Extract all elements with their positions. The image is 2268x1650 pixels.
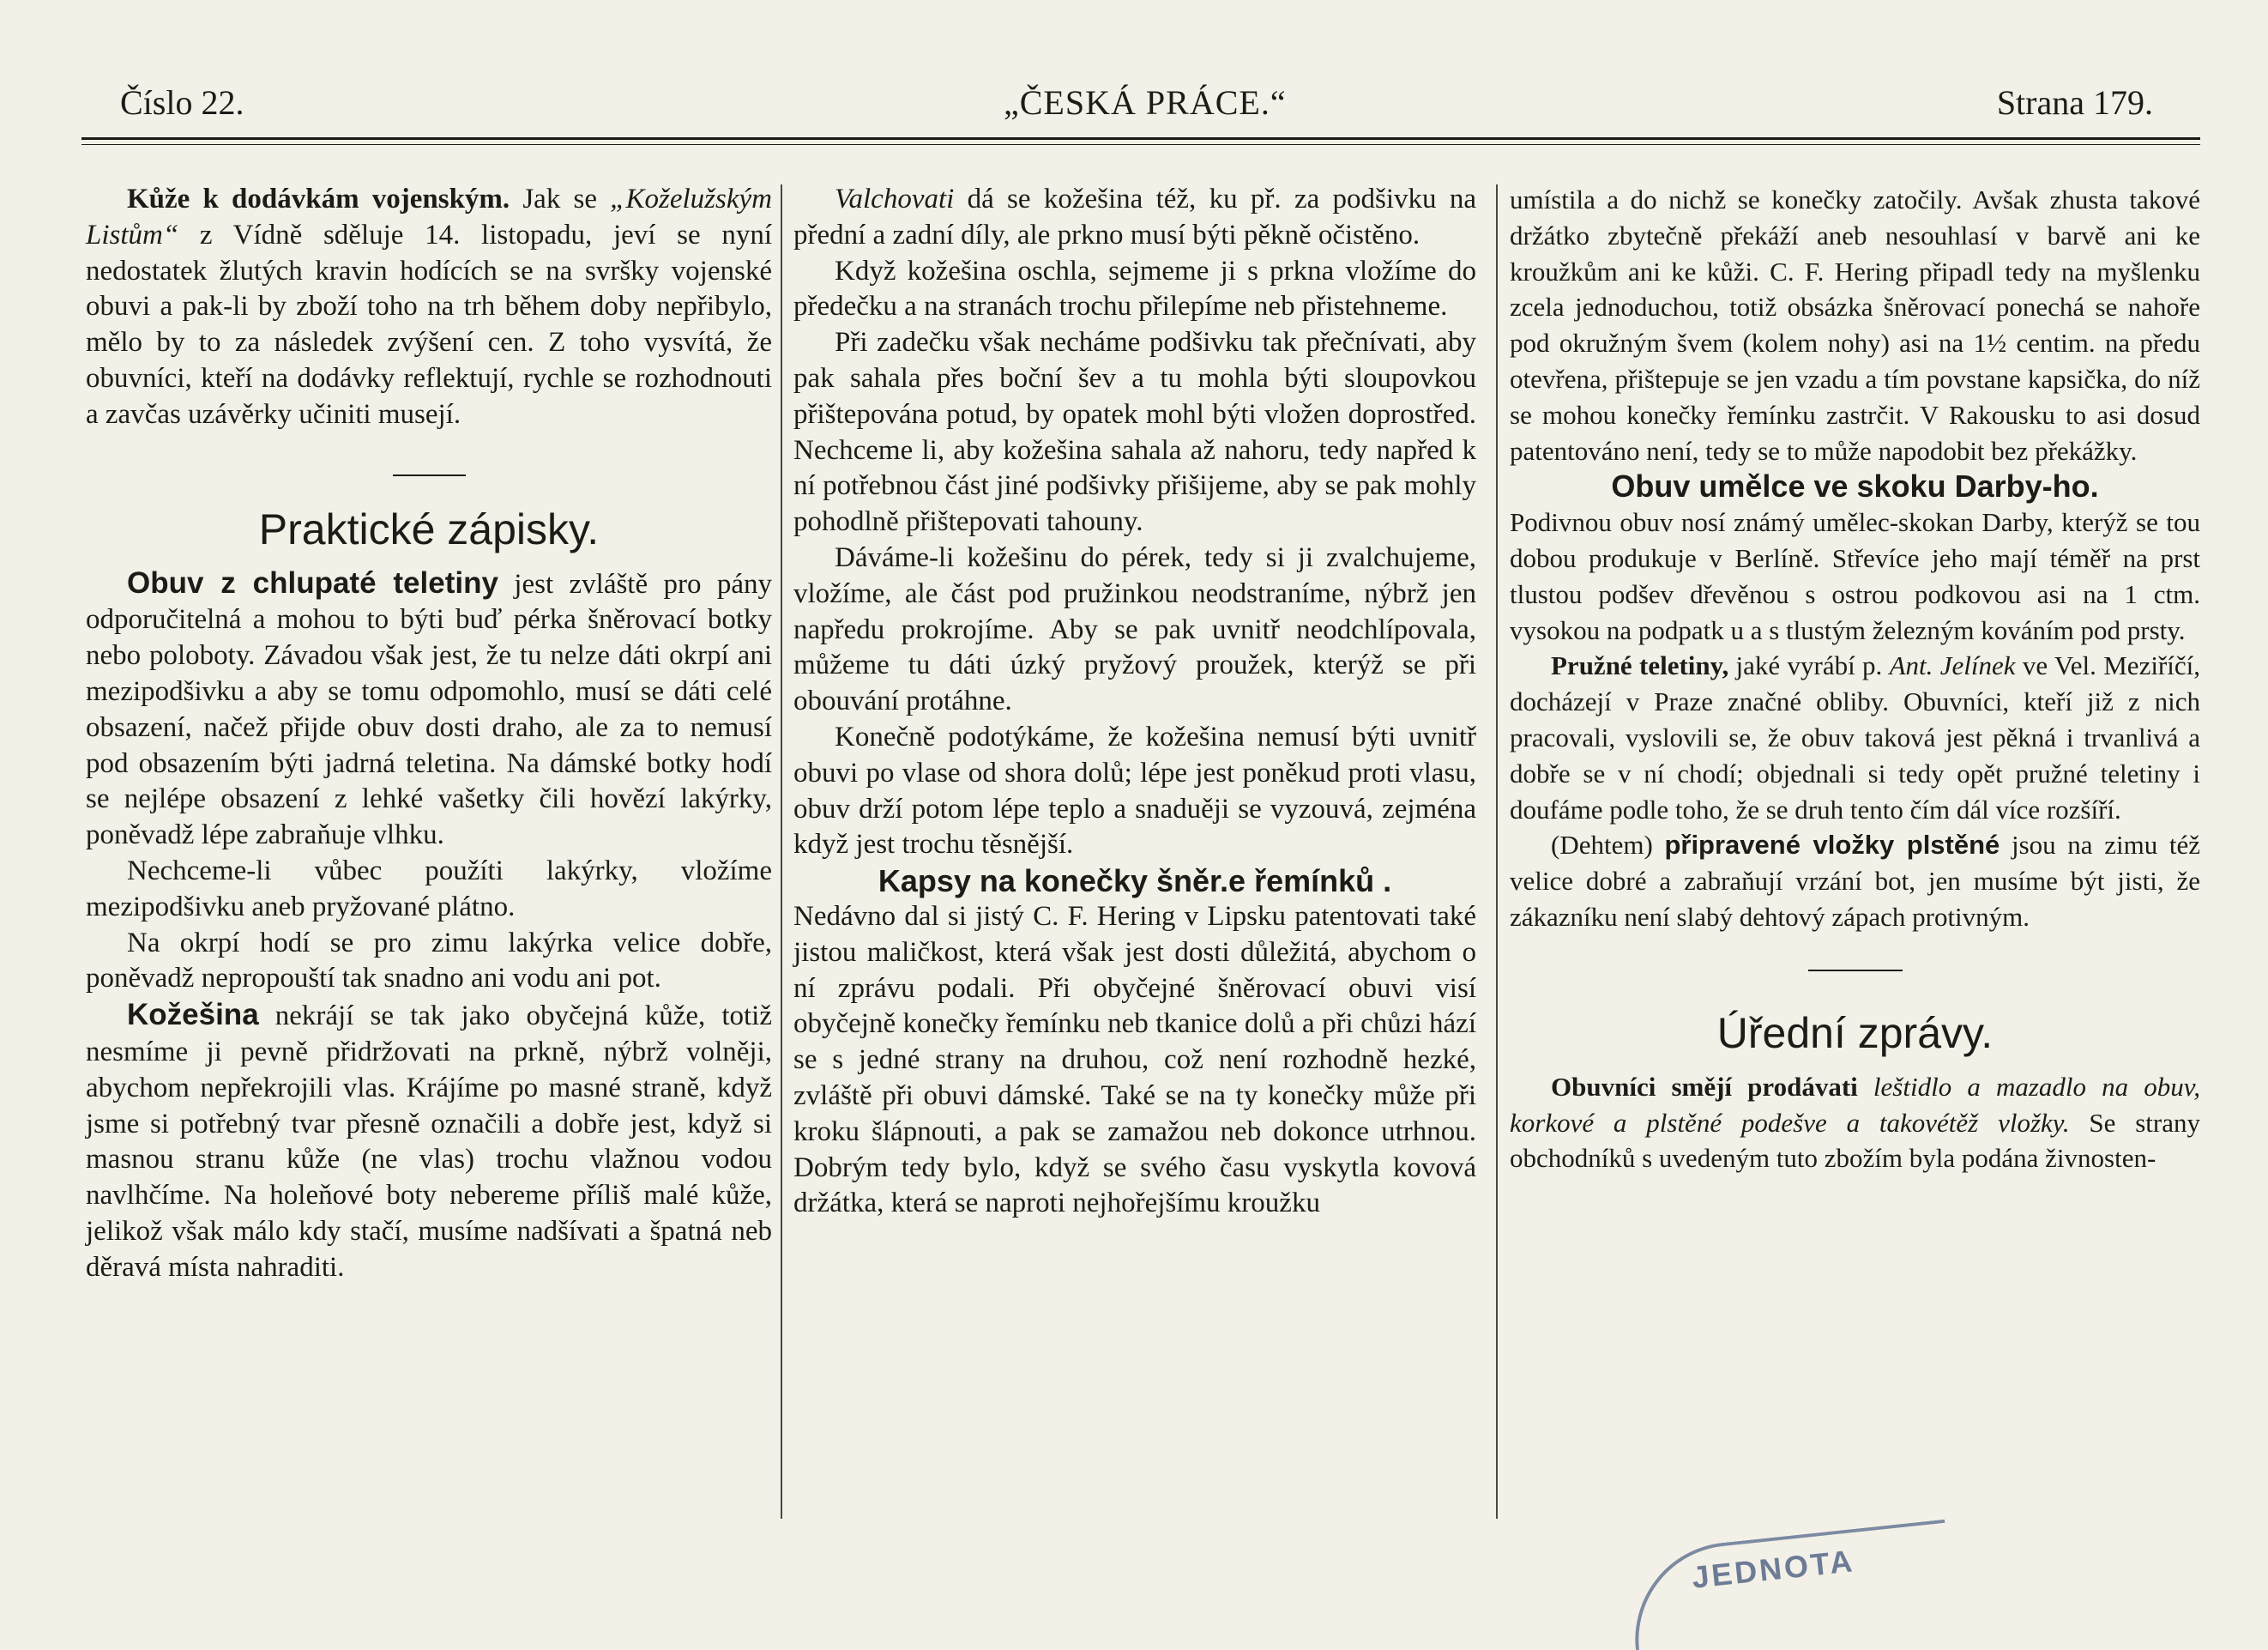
column-divider — [1496, 184, 1498, 1519]
article-heading: Obuv umělce ve skoku Darby-ho. — [1611, 468, 2099, 505]
paragraph: Konečně podotýkáme, že kožešina nemusí býti uvnitř obuvi po vlase od shora dolů; lépe jest poněkud proti vlasu, obuv drží potom lépe teplo a snaduěji se vyzouvá, zejména když jest trochu těsnější. — [793, 721, 1476, 861]
article-lace-pockets: Nedávno dal si jistý C. F. Hering v Lipsku patentovati také jistou maličkost, která však jest dosti důležitá, abychom o ní zprávu podali. Při obyčejné šněrovací obuvi visí obyčejně konečky řemínku neb tkanice dolů a při chůzi hází se s jedné strany na druhou, což není rozhodně hezké, zvláště při obuvi dámské. Také se na ty konečky může při kroku šlápnouti, a pak se zamažou neb dokonce utrhnou. Dobrým tedy bylo, když se svého času vyskytla kovová držátka, která se naproti nejhořejšímu kroužku — [793, 900, 1476, 1219]
paragraph: Když kožešina oschla, sejmeme ji s prkna vložíme do předečku a na stranách trochu přilepíme neb přistehneme. — [793, 255, 1476, 323]
article-official-news: Obuvníci smějí prodávati leštidlo a mazadlo na obuv, korkové a plstěné podešve a takovétěž vložky. Se strany obchodníků s uvedeným tuto zbožím byla podána živnosten- — [1510, 1071, 2201, 1174]
article-elastic-calfskin: Pružné teletiny, jaké vyrábí p. Ant. Jelínek ve Vel. Meziříčí, docházejí v Praze značné obliby. Obuvníci, kteří již z nich pracovali, vyslovili se, že obuv taková jest pěkná i trvanlivá a dobře se v ní chodí; objednali si tedy opět pružné teletiny i doufáme podle toho, že se druh tento čím dál více rozšíří. — [1510, 650, 2200, 825]
article-heading: Kůže k dodávkám vojenským. — [127, 184, 510, 215]
article-heading: Pružné teletiny, — [1551, 650, 1729, 681]
column-divider — [781, 184, 782, 1519]
section-title: Úřední zprávy. — [1716, 1008, 1994, 1057]
source-name: „Koželužským Listům“ — [86, 184, 772, 251]
article-leather-supplies: Kůže k dodávkám vojenským. Jak se „Koželužským Listům“ z Vídně sděluje 14. listopadu, jeví se nyní nedostatek žlutých kravin hodících se na svršky vojenské obuvi a pak-li by zboží toho na trh během doby nepřibylo, mělo by to za následek zvýšení cen. Z toho vysvítá, že obuvníci, kteří na dodávky reflektují, rychle se rozhodnouti a zavčas uzávěrky učiniti musejí. — [86, 184, 772, 430]
stamp-text: JEDNOTA — [1690, 1543, 1856, 1595]
header-rule — [81, 137, 2200, 140]
issue-number: Číslo 22. — [120, 83, 244, 122]
header-rule-thin — [81, 144, 2200, 145]
newspaper-title: „ČESKÁ PRÁCE.“ — [1004, 83, 1287, 122]
article-heading: Kožešina — [127, 998, 259, 1032]
section-title: Praktické zápisky. — [258, 505, 600, 553]
paragraph: Valchovati dá se kožešina též, ku př. za podšivku na přední a zadní díly, ale prkno musí býti pěkně očistěno. — [793, 184, 1476, 251]
column-3 — [1510, 182, 2200, 1176]
library-stamp — [1626, 1520, 1955, 1650]
article-heading: Obuv z chlupaté teletiny — [127, 565, 498, 600]
article-darby-shoes: Podivnou obuv nosí známý umělec-skokan Darby, kterýž se tou dobou produkuje v Berlíně. Střevíce jeho mají téměř na prst tlustou podšev dřevěnou s ostrou podkovou asi na 1 ctm. vysokou na podpatk u a s tlustým železným kováním pod prsty. — [1510, 507, 2200, 645]
column-1 — [86, 182, 772, 1286]
page-number: Strana 179. — [1996, 83, 2153, 122]
page-header — [120, 82, 2153, 134]
paragraph: Na okrpí hodí se pro zimu lakýrka velice dobře, poněvadž nepropouští tak snadno ani vodu ani pot. — [86, 927, 772, 994]
person-name: Ant. Jelínek — [1889, 650, 2016, 681]
paragraph: umístila a do nichž se konečky zatočily. Avšak zhusta takové držátko zbytečně překáží aneb nesouhlasí v barvě ani ke kroužkům ani ke kůži. C. F. Hering připadl tedy na myšlenku zcela jednoduchou, totiž obsázka šněrovací ponechá se nahoře pod okružným švem (kolem nohy) asi na 1½ centim. na předu otevřena, přištepuje se jen vzadu a tím povstane kapsička, do níž se mohou konečky řemínku zastrčit. V Rakousku to asi dosud patentováno není, tedy se to může napodobit bez překážky. — [1510, 184, 2200, 466]
separator — [393, 474, 466, 476]
separator — [1808, 970, 1903, 971]
article-hairy-calfskin: Obuv z chlupaté teletiny jest zvláště pro pány odporučitelná a mohou to býti buď pérka šněrovací botky nebo poloboty. Závadou však jest, že tu nelze dáti okrpí ani mezipodšivku a aby se tomu odpomohlo, musí se dáti celé obsazení, načež přijde obuv dosti draho, ale za to nemusí pod obsazením býti jadrná teletina. Na dámské botky hodí se nejlépe obsazení z lehké vašetky čili hovězí lakýrky, poněvadž lépe zabraňuje vlhku. — [86, 565, 772, 851]
paragraph: Dáváme-li kožešinu do pérek, tedy si ji zvalchujeme, vložíme, ale část pod pružinkou neodstraníme, nýbrž jen napředu prokrojíme. Aby se pak uvnitř neodchlípovala, můžeme tu dáti úzký pryžový proužek, kterýž se při obouvání protáhne. — [793, 541, 1476, 717]
paragraph: Při zadečku však necháme podšivku tak přečnívati, aby pak sahala přes boční šev a tu mohla býti sloupovkou přištepována potud, by opatek mohl býti vložen doprostřed. Nechceme li, aby kožešina sahala až nahoru, tedy napřed k ní potřebnou část jiné podšivky přišijeme, aby se pak mohly pohodlně přištepovati tahouny. — [793, 327, 1476, 538]
article-heading: Obuvníci smějí prodávati — [1551, 1071, 1858, 1102]
article-felt-insoles: (Dehtem) připravené vložky plstěné jsou na zimu též velice dobré a zabraňují vrzání bot, jen musíme být jisti, že zákazníku není slabý dehtový zápach protivným. — [1510, 830, 2200, 932]
paragraph: Nechceme-li vůbec použíti lakýrky, vložíme mezipodšivku aneb pryžované plátno. — [86, 855, 772, 922]
italic-term: Valchovati — [835, 184, 955, 215]
article-heading: Kapsy na konečky šněr.e řemínků . — [878, 863, 1392, 899]
article-fur: Kožešina nekrájí se tak jako obyčejná kůže, totiž nesmíme ji pevně přidržovati na prkně, nýbrž volněji, abychom nepřekrojili vlas. Krájíme po masné straně, když jsme si potřebný tvar přesně označili a dobře jest, když si masnou stranu kůže (ne vlas) trochu vlažnou vodou navlhčíme. Na holeňové boty nebereme příliš malé kůže, jelikož však málo kdy stačí, musíme nadšívati a špatná neb děravá místa nahraditi. — [86, 998, 772, 1283]
article-heading: připravené vložky plstěné — [1664, 830, 2000, 861]
column-2 — [793, 182, 1476, 1222]
